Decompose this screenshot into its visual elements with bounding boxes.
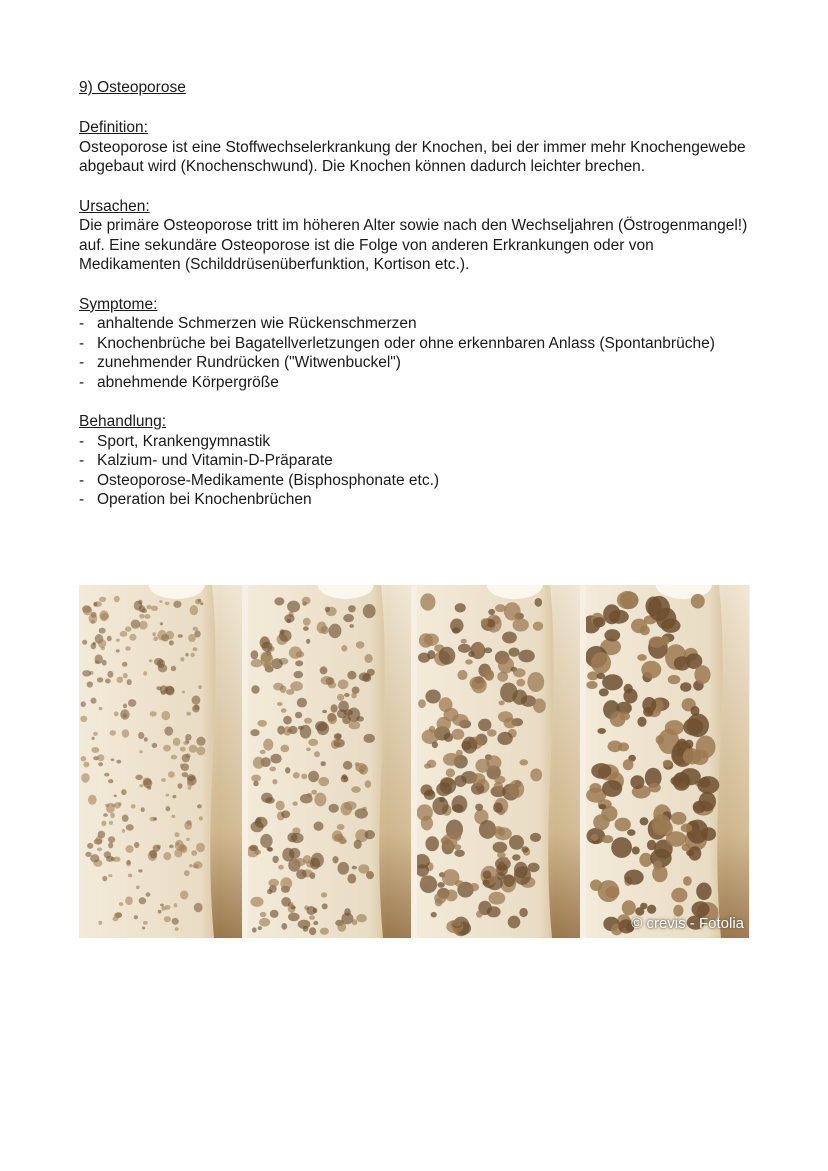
causes-text: Die primäre Osteoporose tritt im höheren Alter sowie nach den Wechseljahren (Östrogenmangel!) auf. Eine sekundäre Osteoporose ist die Folge von anderen Erkrankungen oder von Medikamenten (Schilddrüsenüberfunktion, Kortison etc.). bbox=[79, 217, 748, 273]
symptoms-list bbox=[79, 314, 759, 392]
list-item: - anhaltende Schmerzen wie Rückenschmerzen bbox=[79, 315, 417, 332]
treatment-section bbox=[79, 412, 759, 510]
dash-bullet: - bbox=[79, 373, 85, 391]
bone-stage-3 bbox=[417, 585, 580, 938]
list-item: - zunehmender Rundrücken ("Witwenbuckel") bbox=[79, 354, 401, 371]
dash-bullet: - bbox=[79, 315, 85, 332]
symptoms-section bbox=[79, 295, 759, 393]
document-page bbox=[79, 78, 759, 530]
image-credit: © crevis - Fotolia bbox=[631, 915, 744, 932]
bone-stage-2 bbox=[248, 585, 411, 938]
list-item: - Operation bei Knochenbrüchen bbox=[79, 491, 312, 508]
list-item: - Osteoporose-Medikamente (Bisphosphonate etc.) bbox=[79, 471, 440, 489]
definition-heading: Definition: bbox=[79, 119, 148, 136]
dash-bullet: - bbox=[79, 452, 85, 469]
dash-bullet: - bbox=[79, 354, 85, 371]
list-item: - abnehmende Körpergröße bbox=[79, 373, 279, 391]
dash-bullet: - bbox=[79, 334, 85, 352]
dash-bullet: - bbox=[79, 432, 85, 450]
treatment-list bbox=[79, 432, 759, 510]
causes-section bbox=[79, 197, 759, 275]
treatment-heading: Behandlung: bbox=[79, 413, 167, 430]
list-item: - Knochenbrüche bei Bagatellverletzungen oder ohne erkennbaren Anlass (Spontanbrüche) bbox=[79, 334, 715, 352]
list-item: - Sport, Krankengymnastik bbox=[79, 432, 271, 450]
definition-text: Osteoporose ist eine Stoffwechselerkrankung der Knochen, bei der immer mehr Knochengewebe abgebaut wird (Knochenschwund). Die Knochen können dadurch leichter brechen. bbox=[79, 138, 746, 175]
symptoms-heading: Symptome: bbox=[79, 295, 158, 313]
bone-density-figure bbox=[79, 585, 750, 938]
bone-stage-1-healthy bbox=[79, 585, 242, 938]
dash-bullet: - bbox=[79, 491, 85, 508]
definition-section bbox=[79, 118, 759, 177]
causes-heading: Ursachen: bbox=[79, 197, 150, 215]
bone-stage-4-osteoporotic bbox=[586, 585, 749, 938]
dash-bullet: - bbox=[79, 471, 85, 489]
list-item: - Kalzium- und Vitamin-D-Präparate bbox=[79, 452, 333, 469]
page-title: 9) Osteoporose bbox=[79, 79, 186, 96]
